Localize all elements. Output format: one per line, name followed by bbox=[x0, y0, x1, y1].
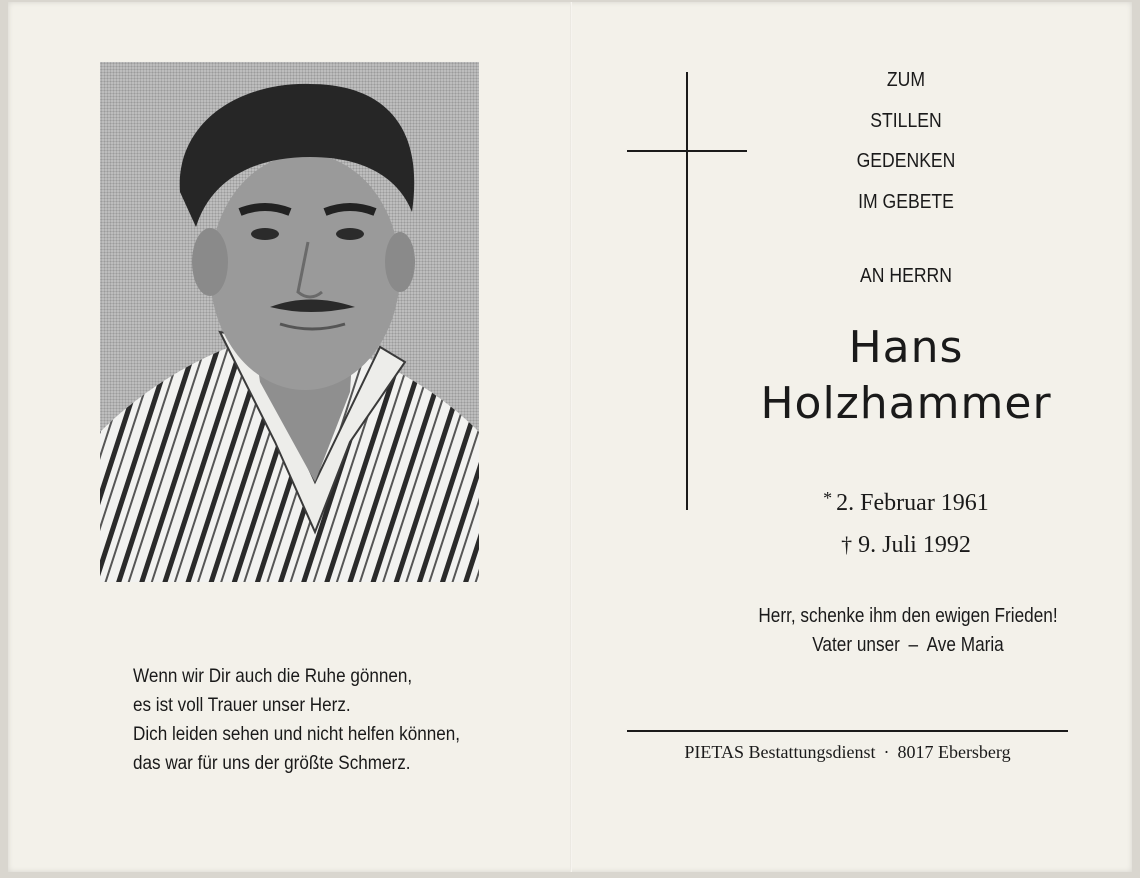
footer-separator: · bbox=[883, 742, 890, 762]
heading-line: STILLEN bbox=[870, 109, 942, 132]
prayer-dash: – bbox=[908, 634, 919, 656]
portrait-photo bbox=[100, 62, 479, 582]
deceased-name bbox=[716, 320, 1096, 432]
last-name: Holzhammer bbox=[760, 378, 1052, 429]
footer-divider bbox=[627, 730, 1068, 732]
prayer-vater-unser: Vater unser bbox=[812, 634, 900, 656]
poem-line: das war für uns der größte Schmerz. bbox=[133, 753, 411, 774]
heading-line: GEDENKEN bbox=[856, 150, 956, 172]
heading-line: ZUM bbox=[886, 69, 926, 91]
memorial-heading bbox=[818, 60, 994, 222]
prayer-line: Herr, schenke ihm den ewigen Frieden! bbox=[758, 605, 1058, 627]
life-dates bbox=[756, 478, 1056, 566]
portrait-illustration bbox=[100, 62, 479, 582]
footer-place: 8017 Ebersberg bbox=[897, 742, 1011, 762]
card-fold bbox=[570, 2, 572, 872]
dagger-icon: † bbox=[841, 532, 853, 557]
heading-line: IM GEBETE bbox=[858, 190, 954, 213]
birth-date: 2. Februar 1961 bbox=[836, 490, 989, 516]
prayer-ave-maria: Ave Maria bbox=[926, 634, 1004, 656]
cross-horizontal-bar bbox=[627, 150, 747, 152]
poem-line: es ist voll Trauer unser Herz. bbox=[133, 695, 351, 716]
footer-company: PIETAS Bestattungsdienst bbox=[684, 742, 876, 762]
death-date: 9. Juli 1992 bbox=[858, 532, 971, 558]
first-name: Hans bbox=[848, 322, 964, 373]
death-date-line bbox=[756, 524, 1056, 566]
birth-date-line bbox=[756, 478, 1056, 524]
poem-line: Dich leiden sehen und nicht helfen können, bbox=[133, 724, 461, 745]
prayer-names bbox=[736, 631, 1080, 660]
poem-line: Wenn wir Dir auch die Ruhe gönnen, bbox=[133, 666, 413, 687]
asterisk-icon: * bbox=[823, 488, 833, 508]
memorial-poem bbox=[133, 662, 493, 778]
prayer-block bbox=[736, 602, 1080, 660]
cross-vertical-bar bbox=[686, 72, 688, 510]
salutation: AN HERRN bbox=[860, 265, 952, 287]
funeral-home-footer bbox=[627, 738, 1068, 766]
